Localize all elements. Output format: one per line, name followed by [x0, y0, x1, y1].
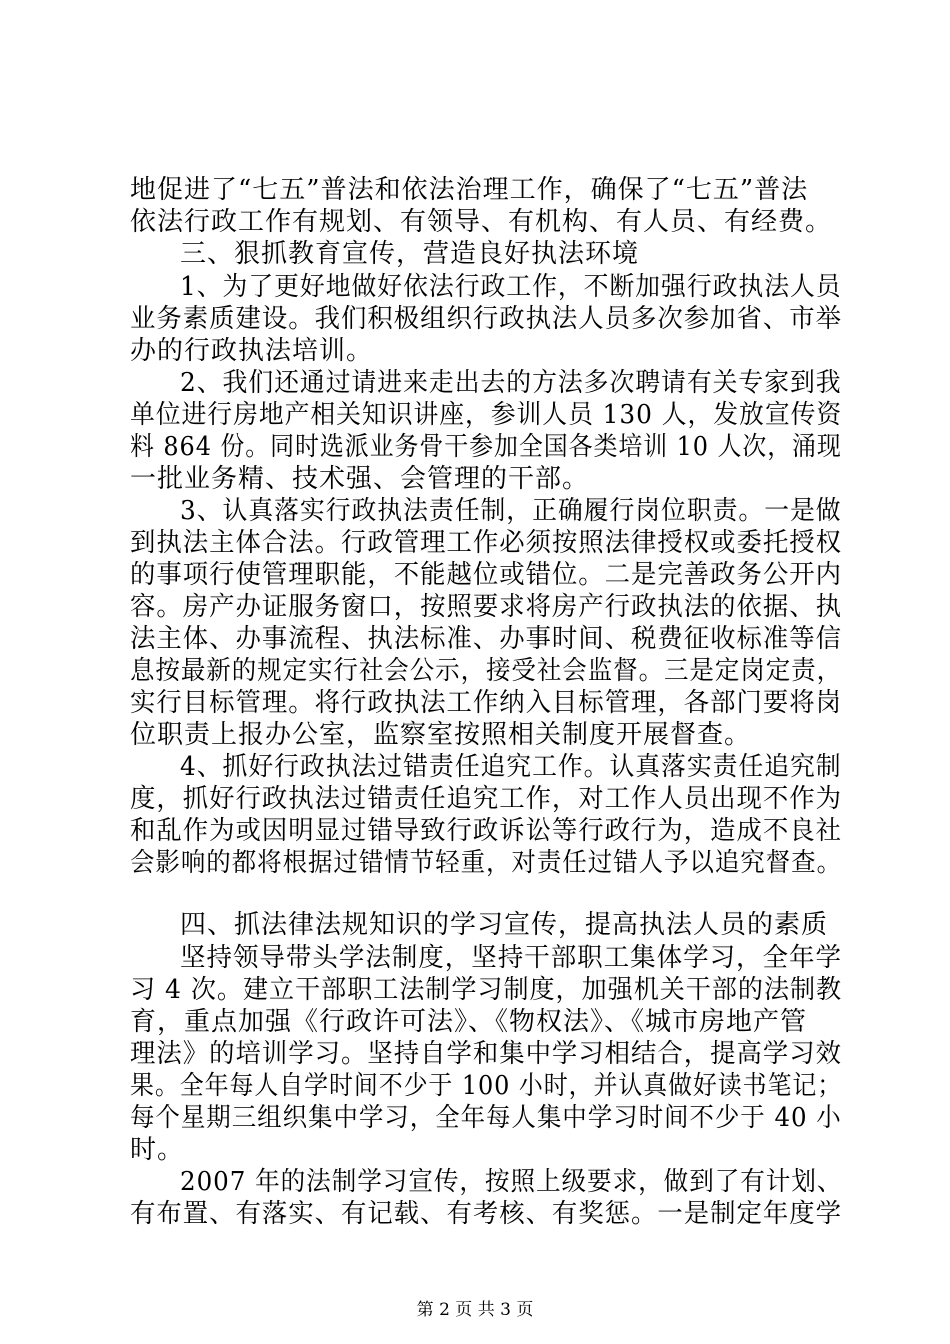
text-line: 每个星期三组织集中学习，全年每人集中学习时间不少于 40 小	[130, 1103, 842, 1133]
text-line: 息按最新的规定实行社会公示，接受社会监督。三是定岗定责，	[130, 656, 843, 686]
text-line: 位职责上报办公室，监察室按照相关制度开展督查。	[130, 720, 752, 750]
text-line: 一批业务精、技术强、会管理的干部。	[130, 464, 590, 494]
text-line: 时。	[130, 1135, 185, 1165]
text-line: 坚持领导带头学法制度，坚持干部职工集体学习，全年学	[180, 943, 842, 973]
text-line: 会影响的都将根据过错情节轻重，对责任过错人予以追究督查。	[130, 848, 843, 878]
text-line: 和乱作为或因明显过错导致行政诉讼等行政行为，造成不良社	[130, 816, 843, 846]
text-line: 法主体、办事流程、执法标准、办事时间、税费征收标准等信	[130, 624, 843, 654]
text-line: 2007 年的法制学习宣传，按照上级要求，做到了有计划、	[180, 1167, 843, 1197]
page-number-footer: 第 2 页 共 3 页	[416, 1300, 534, 1320]
text-line: 的事项行使管理职能，不能越位或错位。二是完善政务公开内	[130, 560, 843, 590]
text-line: 地促进了“七五”普法和依法治理工作，确保了“七五”普法	[130, 175, 809, 205]
text-line: 单位进行房地产相关知识讲座，参训人员 130 人，发放宣传资	[130, 400, 843, 430]
text-line: 实行目标管理。将行政执法工作纳入目标管理，各部门要将岗	[130, 688, 843, 718]
section-heading: 三、狠抓教育宣传，营造良好执法环境	[180, 239, 640, 269]
text-line: 有布置、有落实、有记载、有考核、有奖惩。一是制定年度学	[130, 1199, 843, 1229]
text-line: 到执法主体合法。行政管理工作必须按照法律授权或委托授权	[130, 528, 843, 558]
text-line: 3、认真落实行政执法责任制，正确履行岗位职责。一是做	[180, 496, 842, 526]
text-line: 容。房产办证服务窗口，按照要求将房产行政执法的依据、执	[130, 592, 843, 622]
text-line: 2、我们还通过请进来走出去的方法多次聘请有关专家到我	[180, 368, 842, 398]
text-line: 习 4 次。建立干部职工法制学习制度，加强机关干部的法制教	[130, 975, 843, 1005]
text-line: 1、为了更好地做好依法行政工作，不断加强行政执法人员	[180, 272, 842, 302]
text-line: 果。全年每人自学时间不少于 100 小时，并认真做好读书笔记；	[130, 1071, 843, 1101]
text-line: 育，重点加强《行政许可法》、《物权法》、《城市房地产管	[130, 1007, 808, 1037]
text-line: 4、抓好行政执法过错责任追究工作。认真落实责任追究制	[180, 752, 842, 782]
text-line: 度，抓好行政执法过错责任追究工作，对工作人员出现不作为	[130, 784, 843, 814]
text-line: 理法》的培训学习。坚持自学和集中学习相结合，提高学习效	[130, 1039, 843, 1069]
text-line: 料 864 份。同时选派业务骨干参加全国各类培训 10 人次，涌现	[130, 432, 842, 462]
text-line: 业务素质建设。我们积极组织行政执法人员多次参加省、市举	[130, 304, 843, 334]
section-heading: 四、抓法律法规知识的学习宣传，提高执法人员的素质	[180, 910, 829, 940]
text-line: 办的行政执法培训。	[130, 336, 374, 366]
text-line: 依法行政工作有规划、有领导、有机构、有人员、有经费。	[130, 207, 833, 237]
